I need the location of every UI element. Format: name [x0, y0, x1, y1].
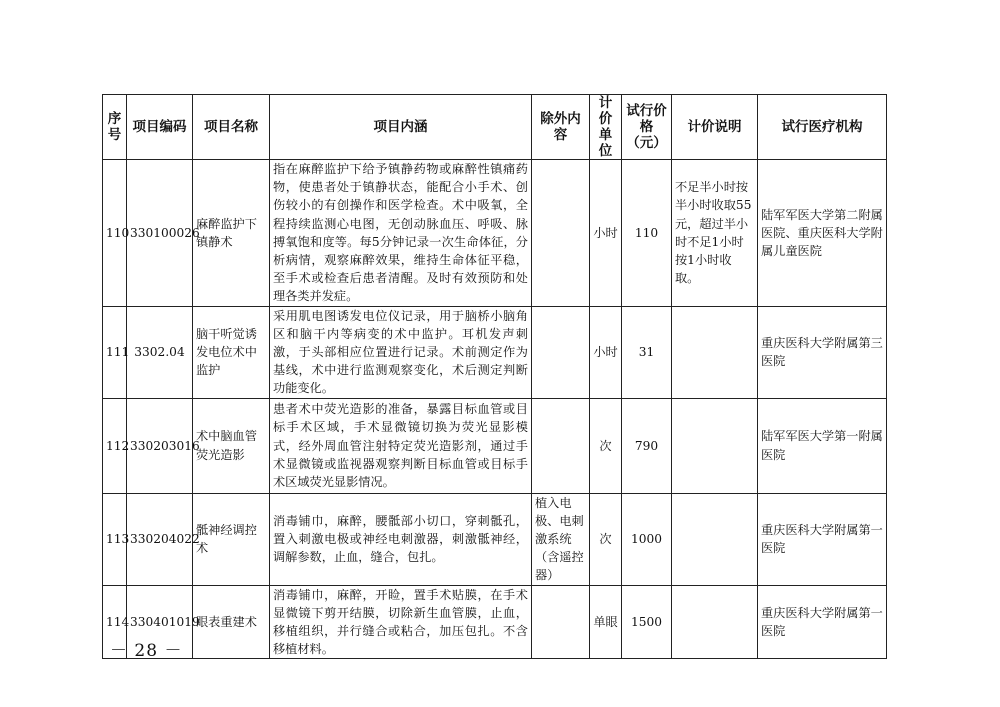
- header-code: 项目编码: [127, 95, 193, 160]
- table-row: [103, 306, 887, 398]
- cell-no: 110: [103, 160, 127, 307]
- cell-content: 患者术中荧光造影的准备，暴露目标血管或目标手术区域，手术显微镜切换为荧光显影模式，经外周血管注射特定荧光造影剂，通过手术显微镜或监视器观察判断目标血管或目标手术区域荧光显影情况。: [270, 398, 532, 493]
- cell-institution: 重庆医科大学附属第一医院: [758, 493, 887, 585]
- cell-exclusions: 植入电极、电刺激系统（含遥控器）: [532, 493, 590, 585]
- cell-name: 术中脑血管荧光造影: [193, 398, 270, 493]
- price-table: [102, 94, 887, 659]
- cell-price: 1000: [622, 493, 672, 585]
- cell-code: 330203016: [127, 398, 193, 493]
- cell-price: 110: [622, 160, 672, 307]
- cell-content: 采用肌电图诱发电位仪记录，用于脑桥小脑角区和脑干内等病变的术中监护。耳机发声刺激，于头部相应位置进行记录。术前测定作为基线，术中进行监测观察变化，术后测定判断功能变化。: [270, 306, 532, 398]
- cell-code: 330204022: [127, 493, 193, 585]
- cell-exclusions: [532, 398, 590, 493]
- cell-pricing-note: [672, 306, 758, 398]
- cell-institution: 重庆医科大学附属第一医院: [758, 585, 887, 659]
- cell-name: 眼表重建术: [193, 585, 270, 659]
- cell-price: 790: [622, 398, 672, 493]
- cell-code: 3302.04: [127, 306, 193, 398]
- cell-unit: 次: [590, 398, 622, 493]
- cell-pricing-note: [672, 585, 758, 659]
- cell-code: 330401019: [127, 585, 193, 659]
- cell-unit: 小时: [590, 160, 622, 307]
- cell-name: 麻醉监护下镇静术: [193, 160, 270, 307]
- cell-exclusions: [532, 585, 590, 659]
- cell-price: 1500: [622, 585, 672, 659]
- cell-name: 骶神经调控术: [193, 493, 270, 585]
- cell-unit: 小时: [590, 306, 622, 398]
- cell-institution: 重庆医科大学附属第三医院: [758, 306, 887, 398]
- cell-name: 脑干听觉诱发电位术中监护: [193, 306, 270, 398]
- header-exclusions: 除外内容: [532, 95, 590, 160]
- cell-exclusions: [532, 306, 590, 398]
- cell-no: 112: [103, 398, 127, 493]
- cell-pricing-note: [672, 493, 758, 585]
- header-unit: 计价单位: [590, 95, 622, 160]
- header-row: [103, 95, 887, 160]
- header-name: 项目名称: [193, 95, 270, 160]
- cell-no: 113: [103, 493, 127, 585]
- header-pricing-note: 计价说明: [672, 95, 758, 160]
- cell-institution: 陆军军医大学第二附属医院、重庆医科大学附属儿童医院: [758, 160, 887, 307]
- cell-pricing-note: 不足半小时按半小时收取55元，超过半小时不足1小时按1小时收取。: [672, 160, 758, 307]
- page-number: － 28 －: [110, 641, 183, 661]
- cell-pricing-note: [672, 398, 758, 493]
- table-row: [103, 493, 887, 585]
- cell-content: 指在麻醉监护下给予镇静药物或麻醉性镇痛药物，使患者处于镇静状态，能配合小手术、创伤较小的有创操作和医学检查。术中吸氧，全程持续监测心电图，无创动脉血压、呼吸、脉搏氧饱和度等。每5分钟记录一次生命体征，分析病情，观察麻醉效果，维持生命体征平稳，至手术或检查后患者清醒。及时有效预防和处理各类并发症。: [270, 160, 532, 307]
- cell-no: 111: [103, 306, 127, 398]
- cell-unit: 单眼: [590, 585, 622, 659]
- header-institution: 试行医疗机构: [758, 95, 887, 160]
- cell-exclusions: [532, 160, 590, 307]
- cell-content: 消毒铺巾，麻醉，开睑，置手术贴膜，在手术显微镜下剪开结膜，切除新生血管膜，止血，移植组织，并行缝合或粘合，加压包扎。不含移植材料。: [270, 585, 532, 659]
- cell-no: 114: [103, 585, 127, 659]
- header-no: 序号: [103, 95, 127, 160]
- header-content: 项目内涵: [270, 95, 532, 160]
- cell-institution: 陆军军医大学第一附属医院: [758, 398, 887, 493]
- cell-unit: 次: [590, 493, 622, 585]
- cell-content: 消毒铺巾，麻醉，腰骶部小切口，穿刺骶孔，置入刺激电极或神经电刺激器，刺激骶神经，调解参数，止血，缝合，包扎。: [270, 493, 532, 585]
- table-row: [103, 160, 887, 307]
- table-row: [103, 398, 887, 493]
- table-row: [103, 585, 887, 659]
- cell-price: 31: [622, 306, 672, 398]
- header-price: 试行价格（元）: [622, 95, 672, 160]
- cell-code: 330100026: [127, 160, 193, 307]
